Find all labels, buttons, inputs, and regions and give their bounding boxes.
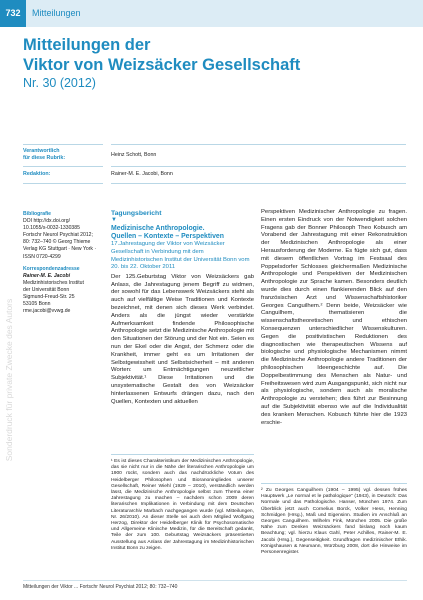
footnote-1: ¹ Es ist dieses Charakteristikum der Medizinischen Anthropologie, das sie nicht nur in die Nähe der literarischen Anthropologie um 1900 rückt, sondern auch das nachdrückliche Votum des Heidelberger Philosophen und Bioranoningliedes unserer Gesellschaft, Reiner Wiehl (1929 – 2010), verständlich werden lässt, die Medizinische Anthropologie selbst zum Thema einer Jahrestagung zu machen – nachdem schon 2009 deren literarischen Implikationen in Verbindung mit dem Deutschen Literaturarchiv Marbach nachgegangen wurde (vgl. Mitteilungen, Nr. 26/2010). An dieser Stelle sei auch dem Mitglied Wolfgang Herzog, Direktor der Heidelberger Klinik für Psychosomatische und Allgemeine Klinische Medizin, für die Bereitschaft gedankt, Teile der zum 100. Geburtstag Weizsäckers präsentierten Ausstellung aus Anlass der Jahrestagung im Medizinhistorischen Institut Bonn zu zeigen. <box>111 454 254 552</box>
triangle-down-icon: ▼ <box>111 217 117 223</box>
responsibility-label-2 <box>23 166 103 184</box>
article-heading <box>111 225 254 241</box>
biblio-line: ISSN 0720-4299 <box>23 253 61 260</box>
redaktion-person: Rainer-M. E. Jacobi, Bonn <box>111 171 173 177</box>
article-body-1: Der 125.Geburtstag Viktor von Weizsäckers gab Anlass, die Jahrestagung jenem Begriff zu widmen, der sowohl für das Lebenswerk Weizsäckers steht als auch auf vielfältige Weise Traditionen und Kontexte bezeichnet, mit denen sich dieses Werk verbindet. Anders als die jüngst wieder verstärkte Aufmerksamkeit findende Philosophische Anthropologie setzt die Medizinische Anthropologie mit den Situationen der Störung und der Not ein. Seien es nun der Ekel oder die Angst, der Schmerz oder die Krankheit, immer geht es um Irritationen der Selbstgewissheit und Selbstsicherheit – mit anderen Worten: um Entmächtigungen neuzeitlicher Subjektivität.¹ Diese Irritationen und die unsystematische Gestalt des von Weizsäcker hinterlassenen Entwurfs drängen dazu, nach den Quellen, Kontexten und aktuellen <box>111 273 254 405</box>
responsibility-label-1b: für diese Rubrik: <box>23 155 66 161</box>
responsibility-value-1 <box>111 144 406 167</box>
responsible-person: Heinz Schott, Bonn <box>111 152 157 158</box>
biblio-line: Fortschr Neurol Psychiat 2012; <box>23 232 93 239</box>
article-column-1 <box>111 210 254 406</box>
correspondence-line: Sigmund-Freud-Str. 25 <box>23 294 75 301</box>
redaktion-label: Redaktion: <box>23 171 51 177</box>
page-title <box>23 36 403 75</box>
article-body-2: Perspektiven Medizinischer Anthropologie zu fragen. Einen ersten Eindruck von der Notwendigkeit solchen Fragens gab der Bonner Philosoph Theo Kobusch am Vorabend der Jahrestagung mit einer Rekonstruktion der Medizinischen Anthropologie als einer Herausforderung der Moderne. Es fügte sich gut, dass mit diesem öffentlichen Vortrag im Festsaal des Poppelsdorfer Schlosses gleichermaßen Medizinische Anthropologie und Perspektiven der Medizinischen Anthropologie zur Sprache kamen. Besonders deutlich wurde dies durch einen flankierenden Blick auf den französischen Arzt und Wissenschaftshistoriker Georges Canguilhem.² Denn beide, Weizsäcker wie Canguilhem, thematisieren die wissenschaftstheoretischen und ethischen Konsequenzen unterschiedlicher Wissenskulturen. Gegen die positivistischen Reduktionen des diagnostischen wie therapeutischen Wissens auf biologische und physiologische Mechanismen nimmt die Medizinische Anthropologie andere Traditionen der philosophischen Ideengeschichte auf. Die Doppelbestimmung des Menschen als Natur- und Freiheitswesen wird zum Ausgangspunkt, sich nicht nur als physiologische, sondern auch als moralische Anthropologie zu verstehen; dies führt zur Besinnung auf die Subjektivität ebenso wie auf die Individualität des kranken Menschen. Kobusch führte hier die 1923 erschie- <box>261 209 407 426</box>
biblio-line: 10.1055/s-0032-1330385 <box>23 225 80 232</box>
correspondence-line: Medizinhistorisches Institut <box>23 279 84 286</box>
responsibility-value-2 <box>111 166 406 184</box>
page-number: 732 <box>0 0 26 27</box>
article-subheading: 17.Jahrestagung der Viktor von Weizsäcker Gesellschaft in Verbindung mit dem Medizinhistorischen Institut der Universität Bonn vom 20. bis 22. Oktober 2011 <box>111 241 250 271</box>
doi-link[interactable]: DOI http://dx.doi.org/ <box>23 218 70 225</box>
footer-divider <box>23 580 407 581</box>
side-watermark-text: Sonderdruck für private Zwecke des Autors <box>4 298 14 462</box>
biblio-line: Verlag KG Stuttgart · New York · <box>23 246 97 253</box>
biblio-line: 80: 732–740 © Georg Thieme <box>23 239 91 246</box>
bibliography-heading: Bibliografie <box>23 211 52 217</box>
issue-number: Nr. 30 (2012) <box>23 76 96 90</box>
article-heading-line-1: Medizinische Anthropologie. <box>111 225 205 232</box>
footnote-2: ² Zu Georges Canguilhem (1904 – 1995) vgl. dessen frühes Hauptwerk „Le normal et le pathologique“ (1943), in Deutsch: Das Normale und das Pathologische. Hanser, München 1974. Zum Überblick jetzt auch Cornelius Borck, Volker Hess, Henning Schmidgen (Hrsg.), Maß und Eigensinn. Studien im Anschluß an Georges Canguilhem. Wilhelm Fink, München 2005. Die große Nähe zum Denken Weizsäckers fand bislang noch kaum Beachtung; vgl. hierzu Klaus Gahl, Peter Achilles, Rainer-M. E. Jacobi (Hrsg.), Gegenseitigkeit. Grundfragen medizinischer Ethik. Königshausen & Neumann, Würzburg 2008, dort die Hinweise im Personenregister. <box>261 483 407 556</box>
correspondence-heading: Korrespondenzadresse <box>23 265 80 272</box>
correspondence-email[interactable]: rme.jacobi@vvwg.de <box>23 308 71 315</box>
correspondence-name: Rainer-M. E. Jacobi <box>23 272 70 279</box>
side-watermark <box>3 200 15 560</box>
responsibility-label-1a: Verantwortlich <box>23 148 60 154</box>
correspondence-line: 53105 Bonn <box>23 301 51 308</box>
article-section-label: Tagungsbericht <box>111 210 162 217</box>
title-line-1: Mitteilungen der <box>23 36 151 54</box>
section-label: Mitteilungen <box>32 8 81 18</box>
title-line-2: Viktor von Weizsäcker Gesellschaft <box>23 55 301 74</box>
bibliography-block <box>23 211 108 315</box>
correspondence-line: der Universität Bonn <box>23 286 70 293</box>
article-heading-line-2: Quellen – Kontexte – Perspektiven <box>111 233 224 241</box>
page-footer: Mitteilungen der Viktor ... Fortschr Neurol Psychiat 2012; 80: 732–740 <box>23 584 178 590</box>
